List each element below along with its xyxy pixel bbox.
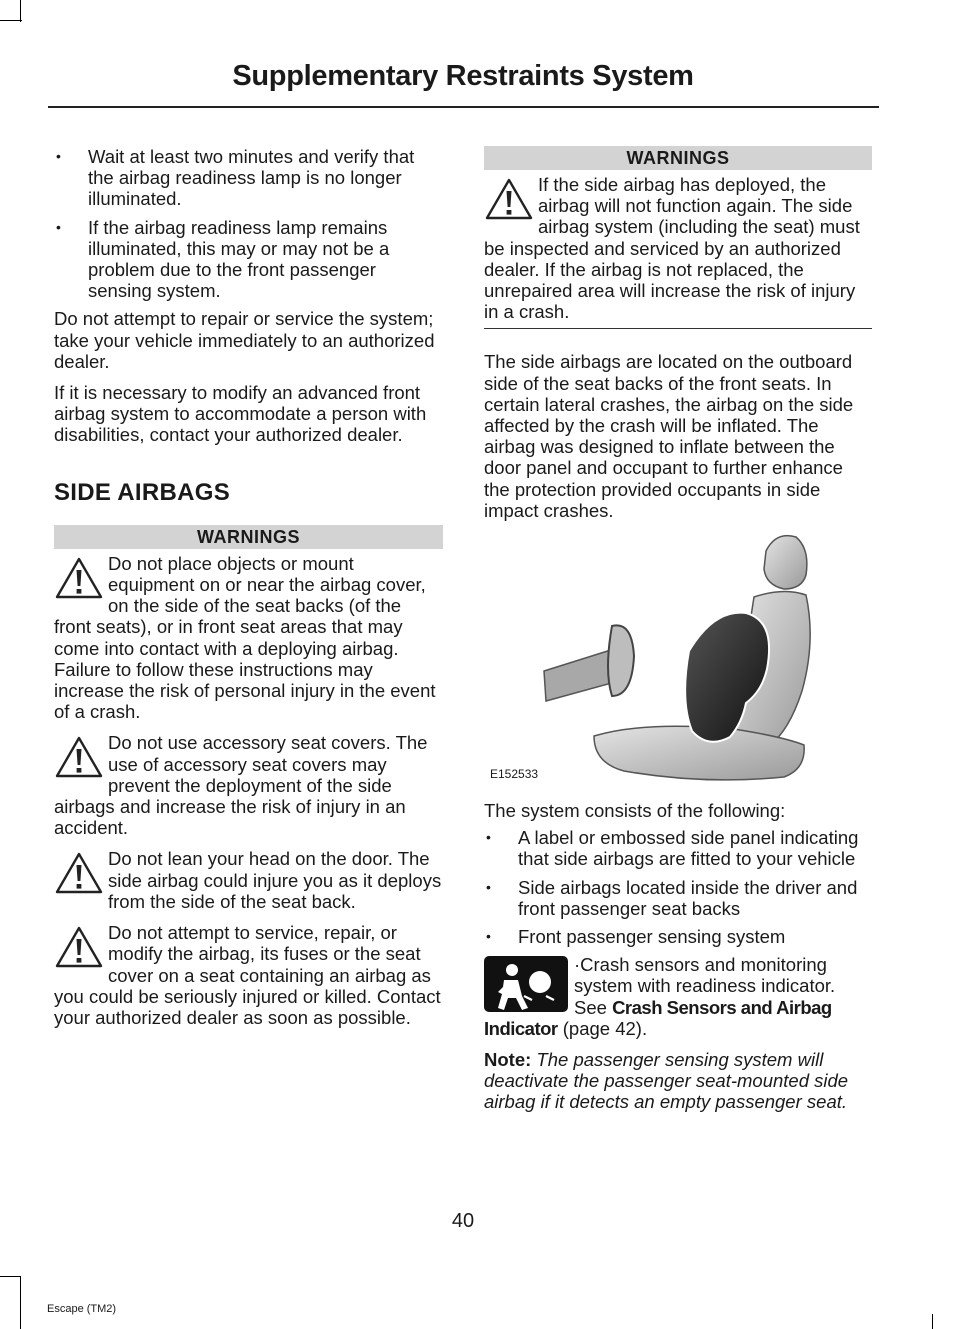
info-block — [484, 954, 872, 1039]
warning-text: Do not place objects or mount equipment on or near the airbag cover, on the side of the seat backs (of the front seats), or in front seat areas that may come into contact with a deploying airbag. Failure to follow these instructions may increase the risk of personal injury in the event of a crash. — [54, 552, 436, 723]
warning-block — [484, 174, 872, 322]
list-item: • A label or embossed side panel indicating that side airbags are fitted to your vehicle — [484, 827, 872, 869]
warnings-header: WARNINGS — [54, 525, 443, 549]
note-text: The passenger sensing system will deactivate the passenger seat-mounted side airbag if it detects an empty passenger seat. — [484, 1049, 849, 1113]
paragraph: The side airbags are located on the outboard side of the seat backs of the front seats. In certain lateral crashes, the airbag on the side affected by the crash will be inflated. The airbag was designed to inflate between the door panel and occupant to further enhance the protection provided occupants in side impact crashes. — [484, 351, 854, 521]
warning-text: Do not lean your head on the door. The side airbag could injure you as it deploys from the side of the seat back. — [108, 848, 442, 912]
page-title: Supplementary Restraints System — [232, 60, 694, 92]
list-item: • Side airbags located inside the driver and front passenger seat backs — [484, 877, 872, 919]
warning-triangle-icon — [54, 735, 104, 779]
warning-triangle-icon — [54, 925, 104, 969]
paragraph: If it is necessary to modify an advanced front airbag system to accommodate a person with disabilities, contact your authorized dealer. — [54, 382, 427, 446]
warning-text: Do not use accessory seat covers. The use of accessory seat covers may prevent the deployment of the side airbags and increase the risk of injury in an accident. — [54, 732, 428, 839]
crop-mark — [932, 1314, 933, 1329]
footer-label: Escape (TM2) — [47, 1303, 117, 1315]
note-label: Note: — [484, 1049, 532, 1071]
warning-block — [54, 922, 443, 1028]
warning-triangle-icon — [484, 177, 534, 221]
title-divider — [48, 106, 879, 108]
section-heading: SIDE AIRBAGS — [54, 478, 231, 506]
page-reference: (page 42). — [557, 1017, 648, 1039]
list-item: • Wait at least two minutes and verify that the airbag readiness lamp is no longer illuminated. — [54, 146, 443, 210]
warning-text: If the side airbag has deployed, the airbag will not function again. The side airbag system (including the seat) must be inspected and serviced by an authorized dealer. If the airbag is not replaced, the unrepaired area will increase the risk of injury in a crash. — [484, 174, 860, 323]
bullet-list — [54, 146, 443, 301]
warning-block — [54, 732, 443, 838]
note — [484, 1049, 872, 1113]
bullet-list — [484, 827, 872, 947]
seat-airbag-drawing — [484, 531, 872, 786]
page-number: 40 — [451, 1210, 475, 1232]
info-text: ·Crash sensors and monitoring system with readiness indicator. See — [574, 954, 836, 1018]
crop-mark — [0, 1276, 20, 1277]
right-column — [484, 146, 872, 1123]
divider — [484, 328, 872, 329]
crop-mark — [20, 0, 21, 22]
list-item: • Front passenger sensing system — [484, 926, 872, 947]
warning-triangle-icon — [54, 851, 104, 895]
paragraph: Do not attempt to repair or service the system; take your vehicle immediately to an authorized dealer. — [54, 308, 435, 372]
list-item: • If the airbag readiness lamp remains illuminated, this may or may not be a problem due to the front passenger sensing system. — [54, 217, 443, 302]
warnings-header: WARNINGS — [484, 146, 872, 170]
airbag-indicator-icon — [484, 956, 568, 1012]
left-column — [54, 146, 443, 1038]
cross-reference-link[interactable]: Crash Sensors and Airbag Indicator — [484, 996, 832, 1039]
warning-triangle-icon — [54, 556, 104, 600]
paragraph: The system consists of the following: — [484, 800, 786, 822]
crop-mark — [0, 20, 22, 21]
side-airbag-illustration — [484, 531, 872, 786]
figure-code: E152533 — [490, 767, 539, 782]
warning-text: Do not attempt to service, repair, or modify the airbag, its fuses or the seat cover on a seat containing an airbag as you could be seriously injured or killed. Contact your authorized dealer as soon as possible. — [54, 922, 441, 1028]
warning-block — [54, 553, 443, 723]
crop-mark — [20, 1276, 21, 1329]
warning-block — [54, 848, 443, 912]
